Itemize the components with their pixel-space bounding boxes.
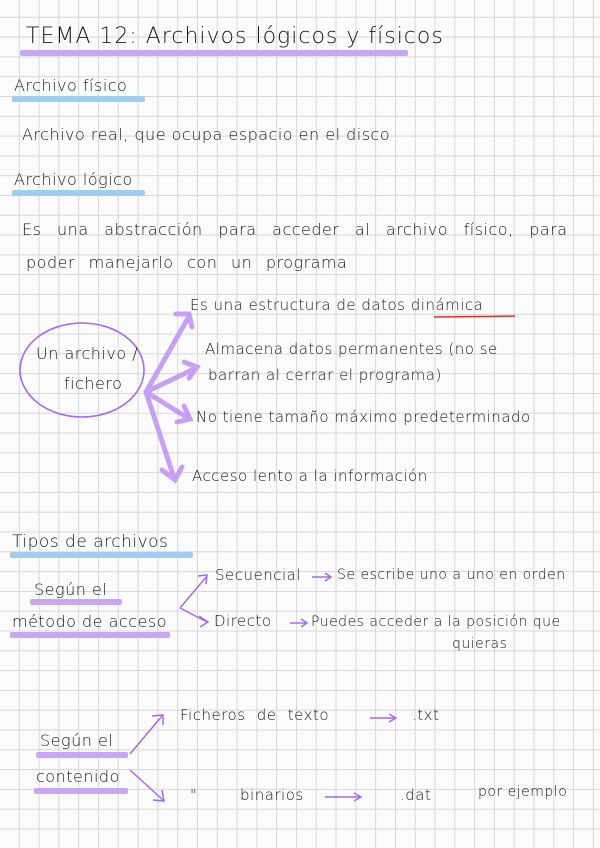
ext-txt: .txt (412, 706, 440, 724)
text-archivo-fisico: Archivo real, que ocupa espacio en el disco (22, 125, 391, 144)
heading-highlight-logico (12, 190, 145, 196)
heading-highlight-tipos (10, 552, 193, 558)
ext-dat: .dat (400, 786, 432, 804)
ditto-mark: " (190, 786, 198, 804)
label-segun-contenido-line2: contenido (36, 767, 120, 786)
text-archivo-logico-line1: Es una abstracción para acceder al archivo físico, para (22, 220, 568, 239)
label-segun-acceso-line1: Según el (34, 580, 108, 599)
title-highlight (20, 50, 408, 56)
tipo-binarios: binarios (240, 786, 304, 804)
heading-archivo-fisico: Archivo físico (14, 76, 128, 95)
branch-estructura: Es una estructura de datos dinámica (190, 296, 484, 314)
highlight-metodo-acceso (10, 632, 170, 638)
highlight-contenido (34, 788, 128, 794)
text-archivo-logico-line2: poder manejarlo con un programa (26, 253, 348, 272)
tipo-ficheros-texto: Ficheros de texto (180, 706, 330, 724)
tipo-directo-desc-line2: quieras (452, 636, 508, 652)
tipo-secuencial-desc: Se escribe uno a uno en orden (337, 567, 566, 583)
tipo-secuencial: Secuencial (215, 566, 302, 584)
branch-almacena-line1: Almacena datos permanentes (no se (205, 340, 498, 358)
node-label-line2: fichero (64, 374, 123, 393)
highlight-segun-acceso (30, 599, 122, 605)
heading-tipos-archivos: Tipos de archivos (12, 532, 169, 552)
branch-almacena-line2: barran al cerrar el programa) (208, 366, 442, 384)
page-title: TEMA 12: Archivos lógicos y físicos (26, 24, 444, 49)
node-label-line1: Un archivo / (36, 344, 139, 363)
label-segun-acceso-line2: método de acceso (12, 612, 167, 631)
heading-archivo-logico: Archivo lógico (14, 170, 133, 189)
heading-highlight-fisico (12, 96, 145, 102)
branch-tamano: No tiene tamaño máximo predeterminado (196, 408, 531, 426)
tipo-directo-desc-line1: Puedes acceder a la posición que (311, 614, 561, 630)
note-por-ejemplo: por ejemplo (478, 784, 568, 800)
tipo-directo: Directo (214, 612, 272, 630)
branch-acceso-lento: Acceso lento a la información (192, 467, 428, 485)
highlight-segun-contenido (36, 752, 128, 758)
label-segun-contenido-line1: Según el (40, 731, 114, 750)
